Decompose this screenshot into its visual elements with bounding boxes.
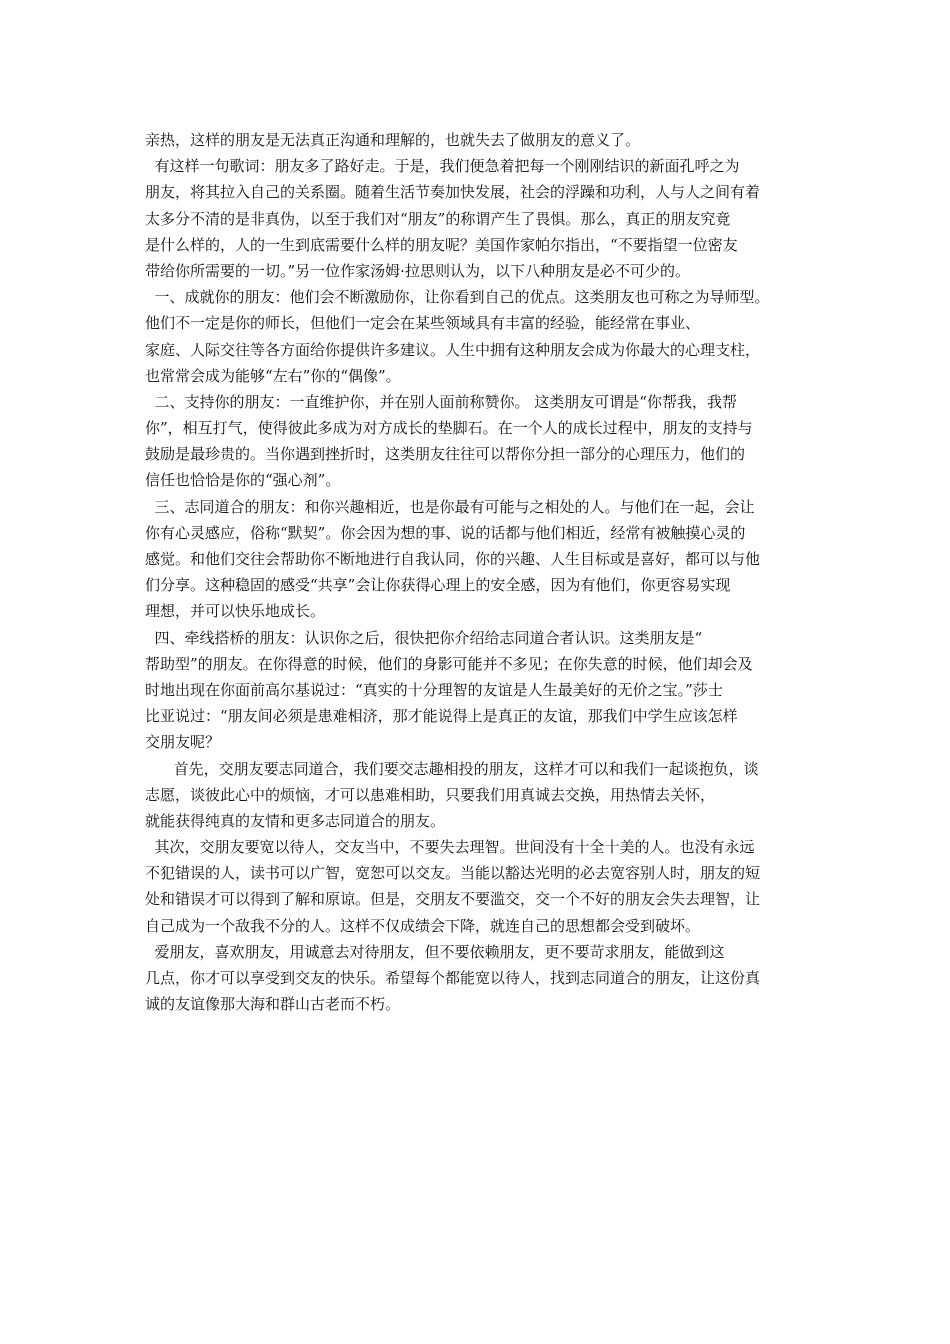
text-line: 朋友，将其拉入自己的关系圈。随着生活节奏加快发展，社会的浮躁和功利，人与人之间有着 [145,183,761,202]
text-line: 你”，相互打气，使得彼此多成为对方成长的垫脚石。在一个人的成长过程中，朋友的支持与 [145,419,753,438]
text-line: 四、牵线搭桥的朋友：认识你之后，很快把你介绍给志同道合者认识。这类朋友是“ [145,628,703,647]
text-line: 他们不一定是你的师长，但他们一定会在某些领域具有丰富的经验，能经常在事业、 [145,314,701,333]
text-line: 鼓励是最珍贵的。当你遇到挫折时，这类朋友往往可以帮你分担一部分的心理压力，他们的 [145,445,746,464]
text-line: 三、志同道合的朋友：和你兴趣相近，也是你最有可能与之相处的人。与他们在一起，会让 [145,497,755,516]
text-line: 其次，交朋友要宽以待人，交友当中，不要失去理智。世间没有十全十美的人。也没有永远 [145,838,755,857]
text-line: 自己成为一个敌我不分的人。这样不仅成绩会下降，就连自己的思想都会受到破坏。 [145,916,701,935]
text-line: 不犯错误的人，读书可以广智，宽恕可以交友。当能以豁达光明的必去宽容别人时，朋友的短 [145,864,761,883]
text-line: 帮助型”的朋友。在你得意的时候，他们的身影可能并不多见；在你失意的时候，他们却会及 [145,654,753,673]
text-line: 们分享。这种稳固的感受“共享”会让你获得心理上的安全感，因为有他们，你更容易实现 [145,576,731,595]
text-line: 家庭、人际交往等各方面给你提供许多建议。人生中拥有这种朋友会成为你最大的心理支柱， [145,340,761,359]
text-line: 就能获得纯真的友情和更多志同道合的朋友。 [145,811,446,830]
text-line: 信任也恰恰是你的“强心剂”。 [145,471,341,490]
text-line: 是什么样的，人的一生到底需要什么样的朋友呢？美国作家帕尔指出，“不要指望一位密友 [145,235,738,254]
text-line: 亲热，这样的朋友是无法真正沟通和理解的，也就失去了做朋友的意义了。 [145,131,641,149]
text-line: 时地出现在你面前高尔基说过：“真实的十分理智的友谊是人生最美好的无价之宝。”莎士 [145,680,723,699]
document-body [145,127,825,1017]
text-line: 感觉。和他们交往会帮助你不断地进行自我认同，你的兴趣、人生目标或是喜好，都可以与他 [145,550,761,568]
text-line: 也常常会成为能够“左右”你的“偶像”。 [145,366,401,385]
text-line: 几点，你才可以享受到交友的快乐。希望每个都能宽以待人，找到志同道合的朋友，让这份真 [145,969,761,987]
text-line: 比亚说过：“朋友间必须是患难相济，那才能说得上是真正的友谊，那我们中学生应该怎样 [145,707,738,726]
text-line: 理想，并可以快乐地成长。 [145,602,326,621]
text-line: 交朋友呢？ [145,733,221,752]
text-line: 二、支持你的朋友：一直维护你，并在别人面前称赞你。 这类朋友可谓是“你帮我，我帮 [145,392,737,411]
text-line: 处和错误才可以得到了解和原谅。但是，交朋友不要滥交，交一个不好的朋友会失去理智，让 [145,890,761,909]
text-line: 爱朋友，喜欢朋友，用诚意去对待朋友，但不要依赖朋友，更不要苛求朋友，能做到这 [145,942,725,961]
text-line: 太多分不清的是非真伪，以至于我们对“朋友”的称谓产生了畏惧。那么，真正的朋友究竟 [145,209,731,228]
text-line: 有这样一句歌词：朋友多了路好走。于是，我们便急着把每一个刚刚结识的新面孔呼之为 [145,157,740,176]
text-line: 你有心灵感应，俗称“默契”。你会因为想的事、说的话都与他们相近，经常有被触摸心灵的 [145,523,746,542]
text-line: 带给你所需要的一切。”另一位作家汤姆·拉思则认为，以下八种朋友是必不可少的。 [145,261,690,280]
text-line: 一、成就你的朋友：他们会不断激励你，让你看到自己的优点。这类朋友也可称之为导师型。 [145,288,770,307]
text-line: 首先，交朋友要志同道合，我们要交志趣相投的朋友，这样才可以和我们一起谈抱负，谈 [145,759,759,778]
text-line: 志愿，谈彼此心中的烦恼，才可以患难相助，只要我们用真诚去交换，用热情去关怀， [145,785,716,804]
text-line: 诚的友谊像那大海和群山古老而不朽。 [145,995,401,1014]
